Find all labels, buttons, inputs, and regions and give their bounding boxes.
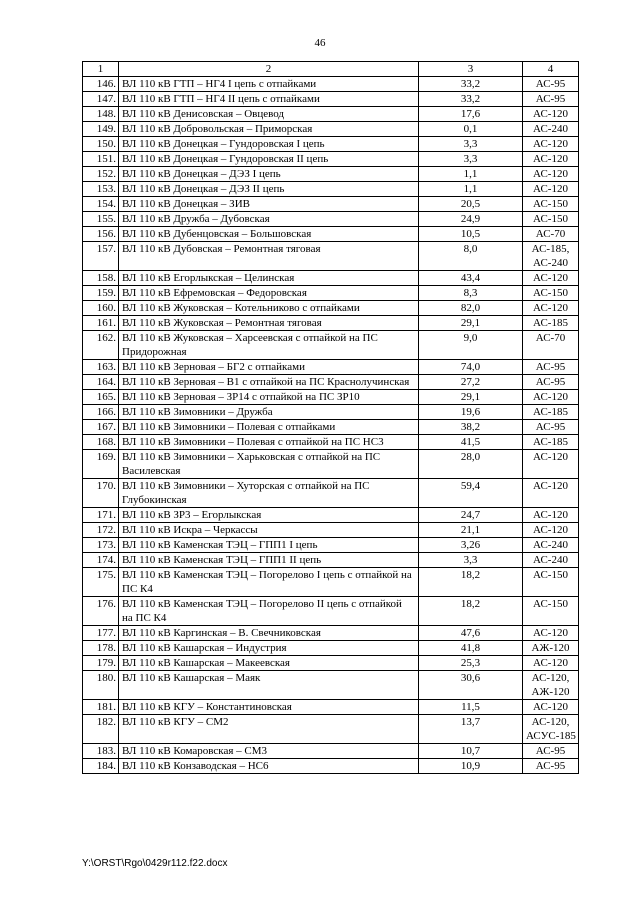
line-name-cell: ВЛ 110 кВ Зимовники – Полевая с отпайкой на ПС НС3 [119,435,419,450]
row-number-cell: 182. [83,715,119,744]
line-length-cell: 10,5 [419,227,523,242]
row-number-cell: 146. [83,77,119,92]
table-row [83,568,579,597]
page-number: 46 [314,37,326,49]
table-row [83,375,579,390]
line-name-cell: ВЛ 110 кВ Денисовская – Овцевод [119,107,419,122]
wire-type-cell: АС-150 [523,197,579,212]
line-length-cell: 24,9 [419,212,523,227]
line-length-cell: 8,0 [419,242,523,271]
line-length-cell: 9,0 [419,331,523,360]
line-length-cell: 82,0 [419,301,523,316]
line-name-cell: ВЛ 110 кВ Зимовники – Хуторская с отпайкой на ПС Глубокинская [119,479,419,508]
row-number-cell: 168. [83,435,119,450]
line-length-cell: 41,8 [419,641,523,656]
table-header-row [83,62,579,77]
table-row [83,420,579,435]
table-row [83,656,579,671]
table-row [83,242,579,271]
table-row [83,435,579,450]
wire-type-cell: АС-120 [523,523,579,538]
wire-type-cell: АС-120 [523,137,579,152]
line-length-cell: 3,26 [419,538,523,553]
line-name-cell: ВЛ 110 кВ Дубовская – Ремонтная тяговая [119,242,419,271]
line-length-cell: 0,1 [419,122,523,137]
line-name-cell: ВЛ 110 кВ Конзаводская – НС6 [119,759,419,774]
line-name-cell: ВЛ 110 кВ Жуковская – Харсеевская с отпайкой на ПС Придорожная [119,331,419,360]
table-row [83,271,579,286]
header-cell: 3 [419,62,523,77]
line-length-cell: 43,4 [419,271,523,286]
table-row [83,641,579,656]
table-row [83,405,579,420]
table-row [83,167,579,182]
wire-type-cell: АС-95 [523,360,579,375]
wire-type-cell: АЖ-120 [523,641,579,656]
table-row [83,122,579,137]
line-length-cell: 1,1 [419,167,523,182]
row-number-cell: 167. [83,420,119,435]
wire-type-cell: АС-150 [523,568,579,597]
wire-type-cell: АС-95 [523,759,579,774]
line-length-cell: 8,3 [419,286,523,301]
line-length-cell: 38,2 [419,420,523,435]
wire-type-cell: АС-185 [523,435,579,450]
table-row [83,197,579,212]
row-number-cell: 157. [83,242,119,271]
line-length-cell: 24,7 [419,508,523,523]
row-number-cell: 177. [83,626,119,641]
row-number-cell: 153. [83,182,119,197]
row-number-cell: 178. [83,641,119,656]
row-number-cell: 161. [83,316,119,331]
line-length-cell: 33,2 [419,92,523,107]
line-length-cell: 47,6 [419,626,523,641]
line-name-cell: ВЛ 110 кВ Добровольская – Приморская [119,122,419,137]
wire-type-cell: АС-120, АЖ-120 [523,671,579,700]
wire-type-cell: АС-95 [523,77,579,92]
row-number-cell: 162. [83,331,119,360]
wire-type-cell: АС-95 [523,375,579,390]
wire-type-cell: АС-185 [523,316,579,331]
line-length-cell: 41,5 [419,435,523,450]
wire-type-cell: АС-95 [523,744,579,759]
table-row [83,212,579,227]
row-number-cell: 164. [83,375,119,390]
line-name-cell: ВЛ 110 кВ Каменская ТЭЦ – Погорелово II цепь с отпайкой на ПС К4 [119,597,419,626]
line-name-cell: ВЛ 110 кВ Донецкая – ДЭЗ II цепь [119,182,419,197]
line-name-cell: ВЛ 110 кВ Зерновая – В1 с отпайкой на ПС Краснолучинская [119,375,419,390]
wire-type-cell: АС-120 [523,182,579,197]
line-name-cell: ВЛ 110 кВ ЗР3 – Егорлыкская [119,508,419,523]
wire-type-cell: АС-95 [523,420,579,435]
table-row [83,182,579,197]
row-number-cell: 180. [83,671,119,700]
wire-type-cell: АС-185, АС-240 [523,242,579,271]
line-length-cell: 10,7 [419,744,523,759]
row-number-cell: 169. [83,450,119,479]
wire-type-cell: АС-120 [523,479,579,508]
line-length-cell: 3,3 [419,152,523,167]
table-row [83,360,579,375]
row-number-cell: 166. [83,405,119,420]
line-name-cell: ВЛ 110 кВ ГТП – НГ4 II цепь с отпайками [119,92,419,107]
row-number-cell: 174. [83,553,119,568]
line-length-cell: 3,3 [419,553,523,568]
wire-type-cell: АС-150 [523,212,579,227]
wire-type-cell: АС-120, АСУС-185 [523,715,579,744]
wire-type-cell: АС-70 [523,331,579,360]
line-length-cell: 29,1 [419,390,523,405]
table-row [83,286,579,301]
line-length-cell: 19,6 [419,405,523,420]
line-name-cell: ВЛ 110 кВ КГУ – Константиновская [119,700,419,715]
line-name-cell: ВЛ 110 кВ Зимовники – Дружба [119,405,419,420]
line-name-cell: ВЛ 110 кВ Зерновая – БГ2 с отпайками [119,360,419,375]
line-name-cell: ВЛ 110 кВ Донецкая – ДЭЗ I цепь [119,167,419,182]
row-number-cell: 171. [83,508,119,523]
table-row [83,450,579,479]
table-row [83,77,579,92]
line-length-cell: 21,1 [419,523,523,538]
line-length-cell: 59,4 [419,479,523,508]
table-row [83,152,579,167]
table-row [83,759,579,774]
line-name-cell: ВЛ 110 кВ Донецкая – ЗИВ [119,197,419,212]
wire-type-cell: АС-240 [523,553,579,568]
row-number-cell: 176. [83,597,119,626]
table-row [83,508,579,523]
wire-type-cell: АС-185 [523,405,579,420]
line-length-cell: 13,7 [419,715,523,744]
wire-type-cell: АС-120 [523,656,579,671]
line-length-cell: 17,6 [419,107,523,122]
line-length-cell: 27,2 [419,375,523,390]
wire-type-cell: АС-120 [523,167,579,182]
row-number-cell: 158. [83,271,119,286]
line-length-cell: 10,9 [419,759,523,774]
table-row [83,479,579,508]
document-file-path: Y:\ORST\Rgo\0429r112.f22.docx [82,858,228,869]
table-row [83,626,579,641]
line-name-cell: ВЛ 110 кВ ГТП – НГ4 I цепь с отпайками [119,77,419,92]
wire-type-cell: АС-120 [523,450,579,479]
table-row [83,523,579,538]
wire-type-cell: АС-95 [523,92,579,107]
line-name-cell: ВЛ 110 кВ Донецкая – Гундоровская I цепь [119,137,419,152]
line-name-cell: ВЛ 110 кВ Жуковская – Котельниково с отпайками [119,301,419,316]
line-length-cell: 18,2 [419,568,523,597]
table-row [83,316,579,331]
row-number-cell: 184. [83,759,119,774]
table-row [83,390,579,405]
table-row [83,553,579,568]
wire-type-cell: АС-120 [523,107,579,122]
table-row [83,597,579,626]
row-number-cell: 147. [83,92,119,107]
wire-type-cell: АС-240 [523,122,579,137]
row-number-cell: 179. [83,656,119,671]
wire-type-cell: АС-120 [523,700,579,715]
line-length-cell: 74,0 [419,360,523,375]
row-number-cell: 175. [83,568,119,597]
line-length-cell: 28,0 [419,450,523,479]
line-name-cell: ВЛ 110 кВ Каменская ТЭЦ – ГПП1 I цепь [119,538,419,553]
line-length-cell: 30,6 [419,671,523,700]
line-name-cell: ВЛ 110 кВ Зимовники – Полевая с отпайками [119,420,419,435]
table-row [83,92,579,107]
line-length-cell: 1,1 [419,182,523,197]
line-name-cell: ВЛ 110 кВ Зерновая – ЗР14 с отпайкой на ПС ЗР10 [119,390,419,405]
line-name-cell: ВЛ 110 кВ Кашарская – Индустрия [119,641,419,656]
table-row [83,107,579,122]
line-name-cell: ВЛ 110 кВ Кашарская – Макеевская [119,656,419,671]
line-name-cell: ВЛ 110 кВ Зимовники – Харьковская с отпайкой на ПС Василевская [119,450,419,479]
line-name-cell: ВЛ 110 кВ Кашарская – Маяк [119,671,419,700]
header-cell: 4 [523,62,579,77]
wire-type-cell: АС-120 [523,626,579,641]
line-name-cell: ВЛ 110 кВ Каменская ТЭЦ – Погорелово I цепь с отпайкой на ПС К4 [119,568,419,597]
line-length-cell: 3,3 [419,137,523,152]
line-length-cell: 25,3 [419,656,523,671]
line-length-cell: 33,2 [419,77,523,92]
row-number-cell: 183. [83,744,119,759]
row-number-cell: 149. [83,122,119,137]
wire-type-cell: АС-120 [523,390,579,405]
table-row [83,331,579,360]
row-number-cell: 155. [83,212,119,227]
line-name-cell: ВЛ 110 кВ Каргинская – В. Свечниковская [119,626,419,641]
wire-type-cell: АС-150 [523,597,579,626]
wire-type-cell: АС-120 [523,508,579,523]
wire-type-cell: АС-120 [523,271,579,286]
wire-type-cell: АС-70 [523,227,579,242]
row-number-cell: 163. [83,360,119,375]
line-name-cell: ВЛ 110 кВ Искра – Черкассы [119,523,419,538]
line-name-cell: ВЛ 110 кВ Егорлыкская – Целинская [119,271,419,286]
row-number-cell: 173. [83,538,119,553]
table-row [83,137,579,152]
line-name-cell: ВЛ 110 кВ Каменская ТЭЦ – ГПП1 II цепь [119,553,419,568]
row-number-cell: 152. [83,167,119,182]
row-number-cell: 181. [83,700,119,715]
row-number-cell: 165. [83,390,119,405]
table-row [83,671,579,700]
table-row [83,227,579,242]
row-number-cell: 154. [83,197,119,212]
table-row [83,700,579,715]
wire-type-cell: АС-150 [523,286,579,301]
line-length-cell: 11,5 [419,700,523,715]
row-number-cell: 150. [83,137,119,152]
row-number-cell: 151. [83,152,119,167]
header-cell: 1 [83,62,119,77]
line-name-cell: ВЛ 110 кВ Ефремовская – Федоровская [119,286,419,301]
row-number-cell: 156. [83,227,119,242]
table-row [83,715,579,744]
line-length-cell: 18,2 [419,597,523,626]
row-number-cell: 159. [83,286,119,301]
wire-type-cell: АС-240 [523,538,579,553]
line-name-cell: ВЛ 110 кВ Донецкая – Гундоровская II цепь [119,152,419,167]
line-name-cell: ВЛ 110 кВ Дружба – Дубовская [119,212,419,227]
row-number-cell: 172. [83,523,119,538]
line-length-cell: 20,5 [419,197,523,212]
table-row [83,538,579,553]
line-name-cell: ВЛ 110 кВ Жуковская – Ремонтная тяговая [119,316,419,331]
line-name-cell: ВЛ 110 кВ Дубенцовская – Большовская [119,227,419,242]
line-length-cell: 29,1 [419,316,523,331]
table-row [83,744,579,759]
header-cell: 2 [119,62,419,77]
row-number-cell: 170. [83,479,119,508]
row-number-cell: 148. [83,107,119,122]
power-lines-table [82,61,579,774]
wire-type-cell: АС-120 [523,152,579,167]
line-name-cell: ВЛ 110 кВ Комаровская – СМ3 [119,744,419,759]
row-number-cell: 160. [83,301,119,316]
table-body [83,62,579,774]
line-name-cell: ВЛ 110 кВ КГУ – СМ2 [119,715,419,744]
wire-type-cell: АС-120 [523,301,579,316]
table-row [83,301,579,316]
